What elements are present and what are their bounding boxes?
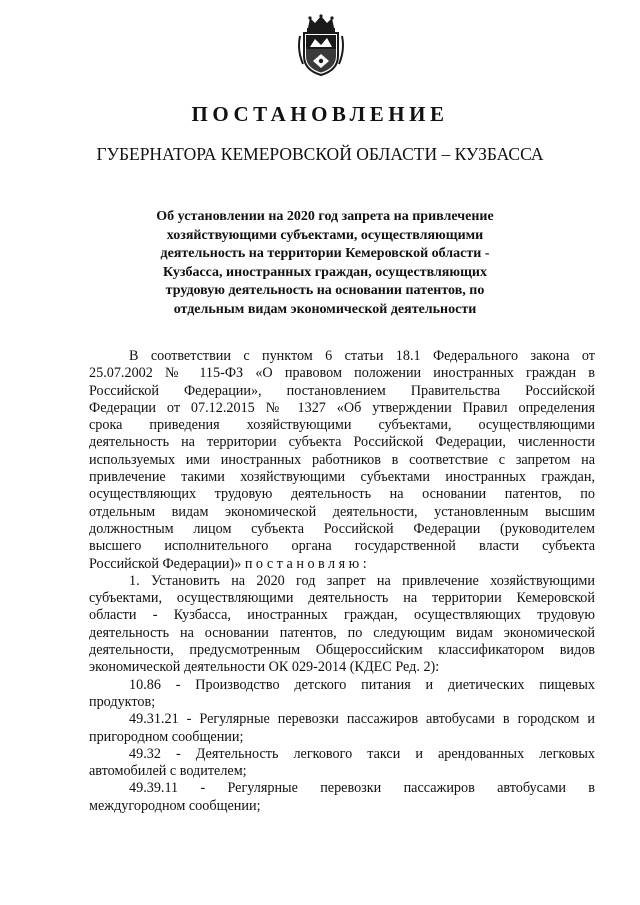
preamble-line: используемых ими иностранных работников в соответствие с запретом на <box>89 451 595 468</box>
document-title <box>140 208 510 320</box>
preamble-line: деятельность на территории субъекта Российской Федерации, численности <box>89 434 595 451</box>
item1-line: деятельности, предусмотренным Общероссийским классификатором видов <box>89 642 595 659</box>
coat-of-arms-icon <box>296 14 346 76</box>
preamble-tail: Российской Федерации)» <box>89 555 242 572</box>
preamble-line: должностным лицом субъекта Российской Федерации (руководителем <box>89 520 595 537</box>
preamble-line: срока приведения хозяйствующими субъектами, осуществляющими <box>89 417 595 434</box>
preamble-line: отдельным видам экономической деятельности, установленным высшим <box>89 503 595 520</box>
preamble-line: Федерации от 07.12.2015 № 1327 «Об утверждении Правил определения <box>89 399 595 416</box>
item1-last-line: экономической деятельности ОК 029-2014 (КДЕС Ред. 2): <box>89 659 440 676</box>
title-line: деятельность на территории Кемеровской области - <box>160 246 490 262</box>
preamble-line: 25.07.2002 № 115-ФЗ «О правовом положении иностранных граждан в <box>89 365 595 382</box>
activity-code-continuation: продуктов; <box>89 693 156 710</box>
preamble-line: привлечение такими хозяйствующими субъектами иностранных граждан, <box>89 469 595 486</box>
item1-line: субъектами, осуществляющими деятельность на территории Кемеровской <box>89 590 595 607</box>
preamble-last-line <box>89 556 595 573</box>
title-line: хозяйствующими субъектами, осуществляющими <box>166 227 484 243</box>
activity-code-line: 10.86 - Производство детского питания и диетических пищевых <box>129 676 595 693</box>
activity-code-continuation: автомобилей с водителем; <box>89 763 247 780</box>
activity-code-continuation: междугородном сообщении; <box>89 797 261 814</box>
issuer-heading: ГУБЕРНАТОРА КЕМЕРОВСКОЙ ОБЛАСТИ – КУЗБАССА <box>96 144 544 164</box>
preamble-line: осуществляющих трудовую деятельность на основании патентов, по <box>89 486 595 503</box>
document-type-heading: ПОСТАНОВЛЕНИЕ <box>191 102 449 126</box>
resolve-word: постановляю: <box>244 555 371 572</box>
preamble-line: Российской Федерации», постановлением Правительства Российской <box>89 382 595 399</box>
title-line: Об установлении на 2020 год запрета на привлечение <box>156 209 494 224</box>
activity-code-continuation: пригородном сообщении; <box>89 728 244 745</box>
title-line: отдельным видам экономической деятельности <box>173 301 477 317</box>
title-line: трудовую деятельность на основании патентов, по <box>165 283 485 299</box>
item1-line: деятельность на основании патентов, по следующим видам экономической <box>89 624 595 641</box>
activity-code-line: 49.32 - Деятельность легкового такси и арендованных легковых <box>129 745 595 762</box>
item1-line: области - Кузбасса, иностранных граждан, осуществляющих трудовую <box>89 607 595 624</box>
document-body <box>89 348 595 815</box>
title-line: Кузбасса, иностранных граждан, осуществляющих <box>163 264 487 280</box>
activity-code-line: 49.39.11 - Регулярные перевозки пассажиров автобусами в <box>129 780 595 797</box>
preamble-line: В соответствии с пунктом 6 статьи 18.1 Федерального закона от <box>129 348 595 364</box>
activity-code-line: 49.31.21 - Регулярные перевозки пассажиров автобусами в городском и <box>129 711 595 728</box>
preamble-line: высшего исполнительного органа государственной власти субъекта <box>89 538 595 555</box>
item1-line: 1. Установить на 2020 год запрет на привлечение хозяйствующими <box>129 572 595 589</box>
